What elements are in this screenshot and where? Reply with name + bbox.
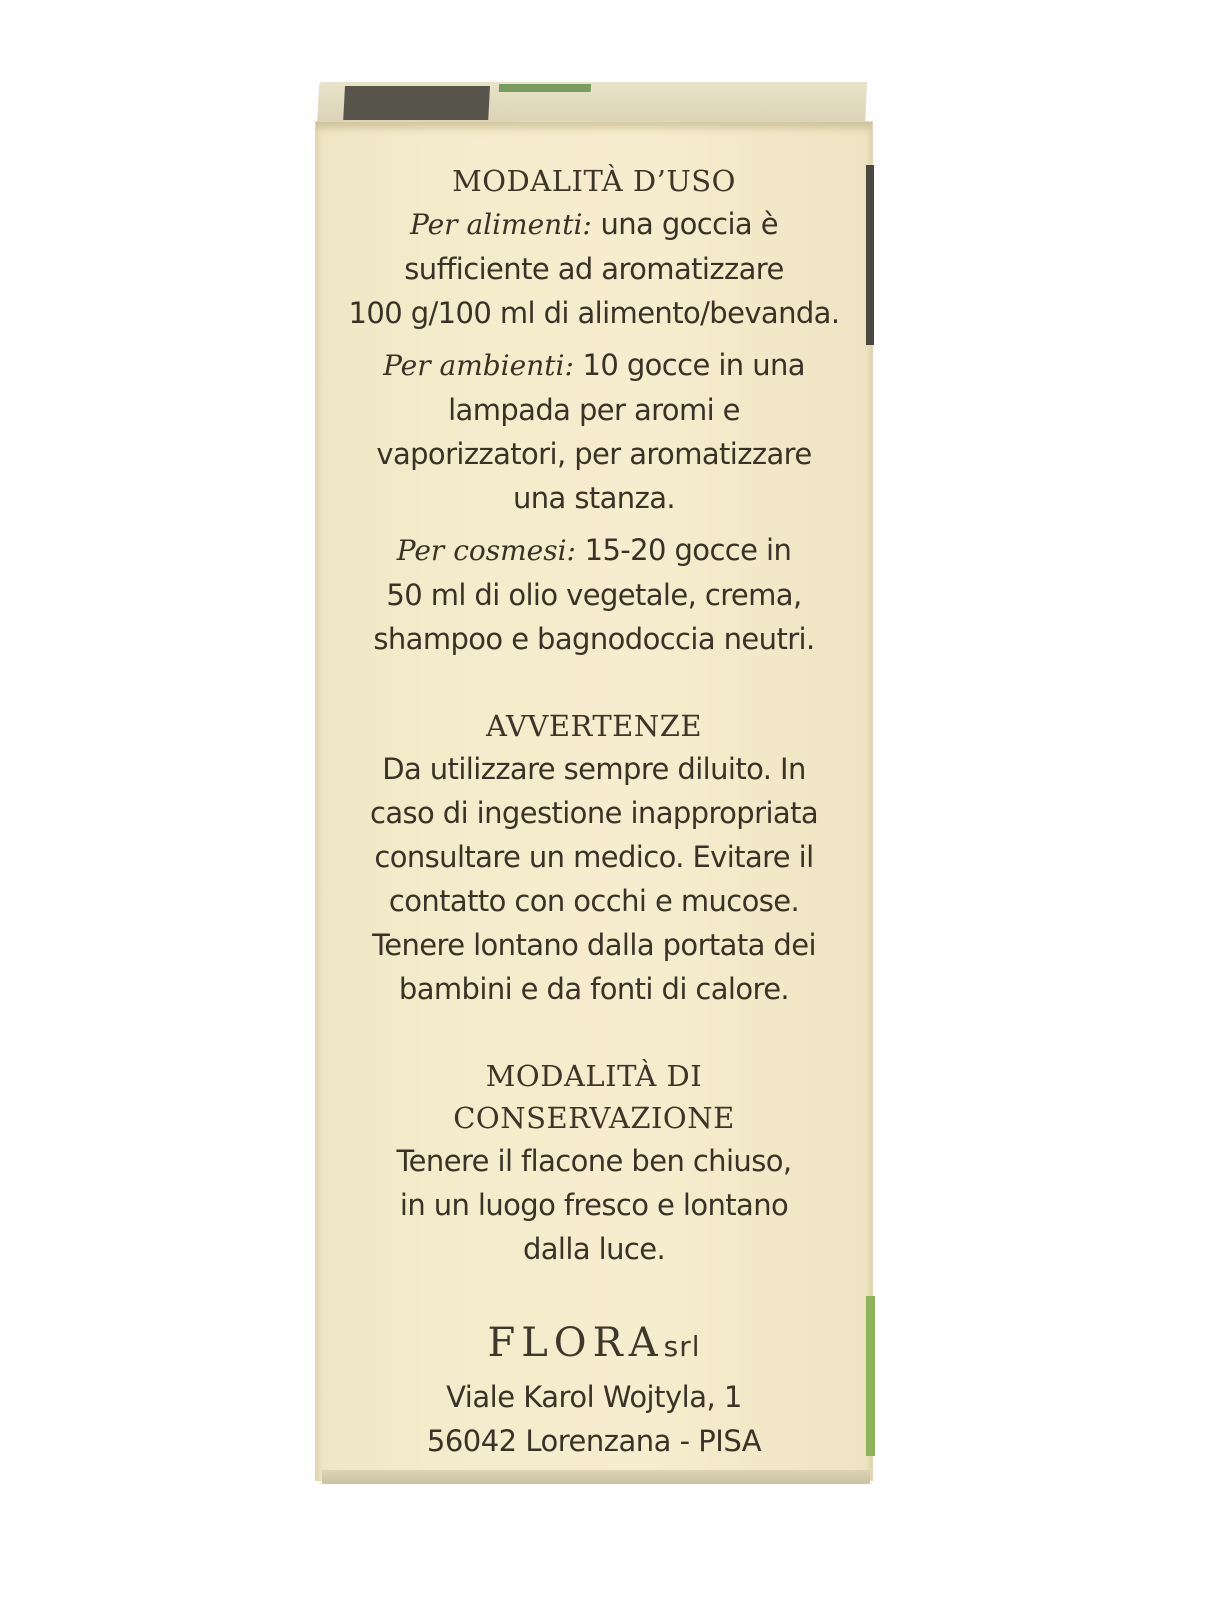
food-usage-line xyxy=(316,202,872,247)
room-text-4: una stanza. xyxy=(513,481,675,515)
warning-line: contatto con occhi e mucose. xyxy=(388,884,800,918)
cosmetic-label: Per cosmesi: xyxy=(396,534,576,567)
cosmetic-text-2: 50 ml di olio vegetale, crema, xyxy=(386,578,802,612)
address-line-2: 56042 Lorenzana - PISA xyxy=(426,1424,762,1458)
warnings-heading: AVVERTENZE xyxy=(485,709,703,743)
food-text-2: sufficiente ad aromatizzare xyxy=(404,252,784,286)
room-usage-line xyxy=(316,343,872,388)
brand-name: FLORA xyxy=(487,1320,664,1366)
room-text-1: 10 gocce in una xyxy=(582,348,805,382)
cosmetic-usage-line xyxy=(316,528,872,573)
storage-line: dalla luce. xyxy=(522,1232,666,1266)
company-brand xyxy=(316,1315,872,1375)
box-top-dark-flap xyxy=(343,86,490,120)
box-bottom-edge xyxy=(322,1470,870,1484)
food-label: Per alimenti: xyxy=(410,208,592,241)
cosmetic-text-1: 15-20 gocce in xyxy=(584,533,792,567)
usage-heading: MODALITÀ D’USO xyxy=(452,164,736,198)
room-text-3: vaporizzatori, per aromatizzare xyxy=(376,437,812,471)
storage-heading-1: MODALITÀ DI xyxy=(485,1059,703,1093)
storage-heading-2: CONSERVAZIONE xyxy=(453,1101,735,1135)
warning-line: bambini e da fonti di calore. xyxy=(398,972,790,1006)
brand-suffix: srl xyxy=(663,1330,701,1363)
warning-line: caso di ingestione inappropriata xyxy=(369,796,819,830)
storage-line: Tenere il flacone ben chiuso, xyxy=(396,1144,792,1178)
box-top-green-strip xyxy=(499,84,591,92)
cosmetic-text-3: shampoo e bagnodoccia neutri. xyxy=(373,622,815,656)
warning-line: Tenere lontano dalla portata dei xyxy=(372,928,816,962)
room-label: Per ambienti: xyxy=(383,349,574,382)
room-text-2: lampada per aromi e xyxy=(448,393,740,427)
warning-line: consultare un medico. Evitare il xyxy=(374,840,814,874)
label-text-panel xyxy=(316,160,872,1463)
food-text-1: una goccia è xyxy=(600,207,778,241)
food-text-3: 100 g/100 ml di alimento/bevanda. xyxy=(348,296,840,330)
storage-line: in un luogo fresco e lontano xyxy=(399,1188,789,1222)
address-line-1: Viale Karol Wojtyla, 1 xyxy=(446,1380,742,1414)
warning-line: Da utilizzare sempre diluito. In xyxy=(382,752,806,786)
